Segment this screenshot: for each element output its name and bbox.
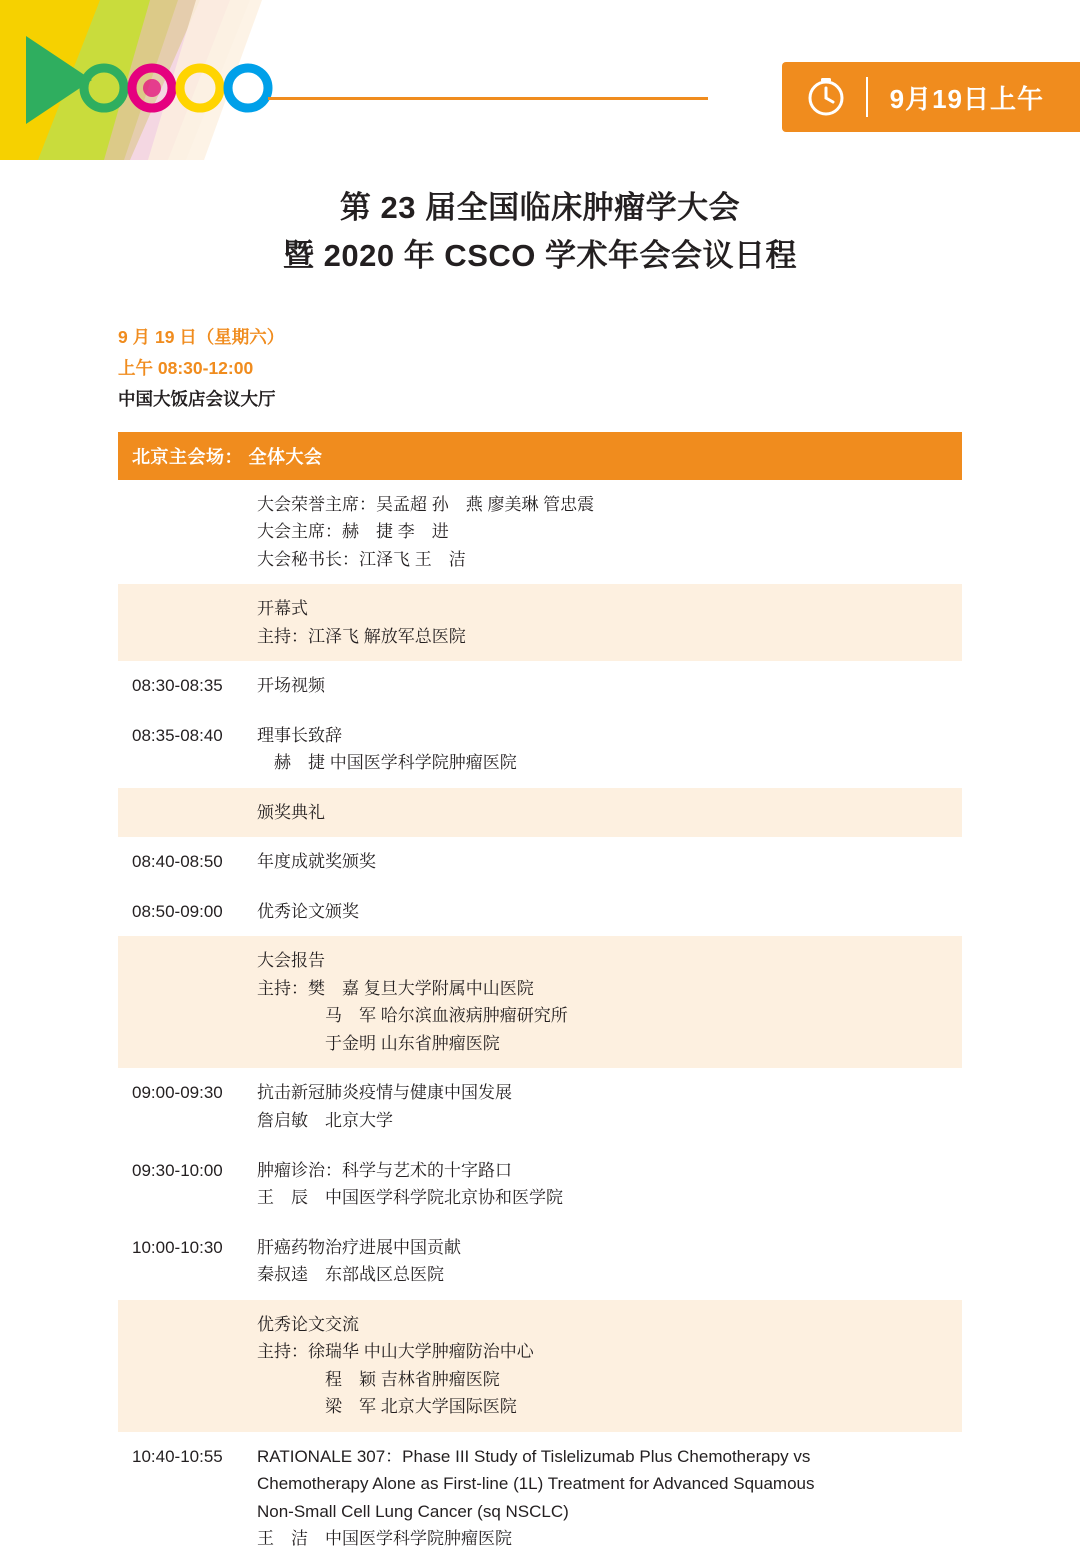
schedule-row-line: 詹启敏 北京大学 xyxy=(257,1111,393,1131)
schedule-row xyxy=(118,1300,962,1432)
schedule-row-line: 秦叔逵 东部战区总医院 xyxy=(257,1265,444,1285)
date-badge xyxy=(782,62,1080,132)
schedule-row xyxy=(118,1432,962,1564)
schedule-row-time: 08:50-09:00 xyxy=(132,901,223,921)
schedule-row-time: 09:00-09:30 xyxy=(132,1083,223,1103)
schedule-row-body xyxy=(257,491,962,574)
schedule-row xyxy=(118,480,962,585)
csco-logo xyxy=(60,52,280,124)
schedule-row-line: 大会荣誉主席：吴孟超 孙 燕 廖美琳 管忠震 xyxy=(257,494,595,514)
schedule-row xyxy=(118,584,962,661)
schedule-row-time: 09:30-10:00 xyxy=(132,1160,223,1180)
schedule-row-body xyxy=(257,722,962,777)
schedule-row xyxy=(118,936,962,1068)
schedule-row-line: 肝癌药物治疗进展中国贡献 xyxy=(257,1237,461,1257)
schedule-row-line: 主持：江泽飞 解放军总医院 xyxy=(257,626,466,646)
meta-date: 9 月 19 日（星期六） xyxy=(118,327,285,348)
schedule-row xyxy=(118,837,962,887)
schedule-row-time: 08:30-08:35 xyxy=(132,676,223,696)
schedule-row-line: 主持：樊 嘉 复旦大学附属中山医院 xyxy=(257,978,534,998)
schedule-row-line: 于金明 山东省肿瘤医院 xyxy=(257,1033,500,1053)
schedule-row-line: 王 辰 中国医学科学院北京协和医学院 xyxy=(257,1188,563,1208)
schedule-row-time: 08:35-08:40 xyxy=(132,725,223,745)
date-badge-label: 9月19日上午 xyxy=(889,83,1044,114)
schedule-row-body xyxy=(257,1234,962,1289)
schedule-row-body xyxy=(257,799,962,827)
meta-venue: 中国大饭店会议大厅 xyxy=(118,389,276,410)
schedule-row xyxy=(118,661,962,711)
schedule-row-body xyxy=(257,947,962,1057)
badge-divider xyxy=(866,77,868,117)
schedule-row-body xyxy=(257,1157,962,1212)
schedule-table xyxy=(118,432,962,1564)
page-title xyxy=(0,184,1080,280)
schedule-row-line: 颁奖典礼 xyxy=(257,802,325,822)
schedule-row-line: 王 洁 中国医学科学院肿瘤医院 xyxy=(257,1529,512,1549)
clock-icon xyxy=(804,75,848,119)
schedule-row-line: 优秀论文颁奖 xyxy=(257,901,359,921)
page-title-line2: 暨 2020 年 CSCO 学术年会会议日程 xyxy=(283,238,797,274)
schedule-row-line: Chemotherapy Alone as First-line (1L) Treatment for Advanced Squamous xyxy=(257,1474,815,1494)
schedule-row-line: 开场视频 xyxy=(257,676,325,696)
schedule-row-line: 马 军 哈尔滨血液病肿瘤研究所 xyxy=(257,1006,568,1026)
schedule-row-line: 开幕式 xyxy=(257,599,308,619)
schedule-row-body xyxy=(257,898,962,926)
schedule-row-line: 梁 军 北京大学国际医院 xyxy=(257,1397,517,1417)
schedule-row xyxy=(118,887,962,937)
schedule-row-line: 赫 捷 中国医学科学院肿瘤医院 xyxy=(257,753,517,773)
schedule-row xyxy=(118,1223,962,1300)
schedule-row-body xyxy=(257,1311,962,1421)
schedule-row-line: 抗击新冠肺炎疫情与健康中国发展 xyxy=(257,1083,512,1103)
schedule-row-body xyxy=(257,1079,962,1134)
schedule-row-line: Non-Small Cell Lung Cancer (sq NSCLC) xyxy=(257,1501,569,1521)
schedule-row-body xyxy=(257,672,962,700)
schedule-row-line: 优秀论文交流 xyxy=(257,1314,359,1334)
meta-block xyxy=(118,322,1080,415)
section-header-bar: 北京主会场： 全体大会 xyxy=(118,432,962,480)
schedule-row xyxy=(118,1068,962,1145)
schedule-row-line: 肿瘤诊治：科学与艺术的十字路口 xyxy=(257,1160,512,1180)
schedule-row xyxy=(118,788,962,838)
schedule-row-line: RATIONALE 307：Phase III Study of Tislelizumab Plus Chemotherapy vs xyxy=(257,1446,811,1466)
header-rule xyxy=(268,97,708,100)
schedule-row-body xyxy=(257,848,962,876)
schedule-row xyxy=(118,711,962,788)
schedule-row-time: 08:40-08:50 xyxy=(132,852,223,872)
schedule-row-line: 年度成就奖颁奖 xyxy=(257,852,376,872)
page-title-line1: 第 23 届全国临床肿瘤学大会 xyxy=(339,190,741,225)
meta-time: 上午 08:30-12:00 xyxy=(118,358,254,379)
schedule-row-line: 理事长致辞 xyxy=(257,725,342,745)
schedule-row-time: 10:00-10:30 xyxy=(132,1237,223,1257)
schedule-row xyxy=(118,1146,962,1223)
schedule-row-time: 10:40-10:55 xyxy=(132,1446,223,1466)
page-header xyxy=(0,0,1080,160)
schedule-row-line: 程 颖 吉林省肿瘤医院 xyxy=(257,1369,500,1389)
schedule-row-line: 大会主席：赫 捷 李 进 xyxy=(257,522,449,542)
schedule-row-line: 大会报告 xyxy=(257,951,325,971)
schedule-row-body xyxy=(257,1443,962,1553)
schedule-row-line: 主持：徐瑞华 中山大学肿瘤防治中心 xyxy=(257,1342,534,1362)
schedule-row-line: 大会秘书长：江泽飞 王 洁 xyxy=(257,549,466,569)
schedule-row-body xyxy=(257,595,962,650)
